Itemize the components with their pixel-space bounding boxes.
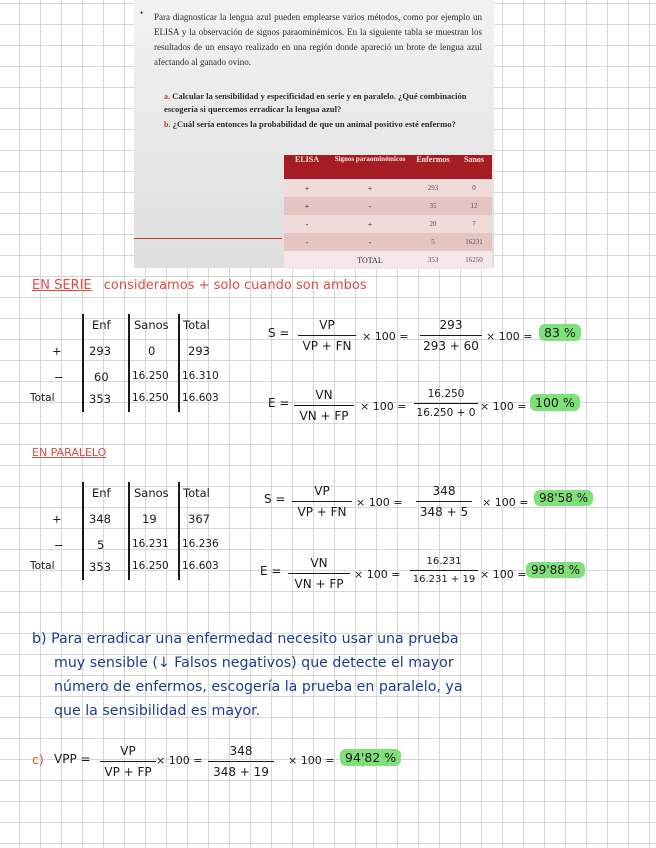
denominator: VN + FP — [294, 577, 344, 591]
question-a-mark: a. — [164, 92, 170, 101]
question-b — [164, 118, 484, 131]
table-total-enfermos: 353 — [410, 251, 456, 269]
multiplier: × 100 = — [362, 330, 409, 343]
table-cell: 5 — [410, 233, 456, 251]
formula-label: E = — [260, 564, 282, 578]
row-label: + — [52, 344, 62, 358]
fraction — [414, 388, 478, 419]
result-highlight: 99'88 % — [526, 562, 585, 578]
cell-value: 367 — [188, 512, 210, 526]
table-header: Enfermos — [410, 155, 456, 179]
multiplier: × 100 = — [156, 754, 203, 767]
denominator: VP + FN — [302, 339, 352, 353]
answer-b-line: número de enfermos, escogería la prueba en paralelo, ya — [54, 679, 463, 695]
result-highlight: 83 % — [539, 324, 581, 341]
paralelo-sensitivity-formula — [264, 484, 604, 528]
denominator: VN + FP — [299, 409, 349, 423]
cell-value: 353 — [89, 392, 111, 406]
row-label: + — [52, 512, 62, 526]
multiplier: × 100 = — [354, 568, 401, 581]
denominator: 348 + 5 — [419, 505, 469, 519]
result-highlight: 94'82 % — [340, 749, 401, 766]
col-header: Total — [183, 486, 210, 500]
multiplier: × 100 = — [360, 400, 407, 413]
cell-value: 0 — [148, 344, 156, 358]
multiplier: × 100 = — [486, 330, 533, 343]
cell-value: 348 — [89, 512, 111, 526]
table-cell: - — [330, 197, 410, 215]
denominator: 348 + 19 — [213, 765, 269, 779]
cell-value: 16.603 — [182, 560, 219, 572]
formula-label: S = — [268, 326, 290, 340]
fraction — [292, 484, 352, 519]
table-cell: - — [284, 215, 330, 233]
question-a — [164, 90, 484, 116]
numerator: 293 — [420, 318, 482, 336]
table-cell: + — [330, 179, 410, 197]
serie-heading: EN SERIE — [32, 278, 92, 293]
cell-value: 60 — [94, 370, 109, 384]
textbook-photo — [134, 0, 494, 268]
table-header: ELISA — [284, 155, 330, 179]
table-total-sanos: 16250 — [456, 251, 492, 269]
table-cell: 12 — [456, 197, 492, 215]
answer-b — [32, 627, 632, 723]
answer-b-line: que la sensibilidad es mayor. — [54, 703, 261, 719]
paralelo-heading: EN PARALELO — [32, 446, 107, 459]
table-cell: 0 — [456, 179, 492, 197]
numerator: 16.231 — [410, 556, 478, 571]
col-header: Sanos — [134, 318, 169, 332]
table-cell: 293 — [410, 179, 456, 197]
fraction — [294, 388, 354, 423]
table-cell: 16231 — [456, 233, 492, 251]
serie-subtitle: consideramos + solo cuando son ambos — [103, 278, 367, 293]
answer-c — [32, 742, 452, 786]
fraction — [298, 318, 356, 353]
cell-value: 16.250 — [132, 392, 169, 404]
formula-label: E = — [268, 396, 290, 410]
numerator: VP — [292, 484, 352, 502]
denominator: 16.231 + 19 — [412, 574, 476, 585]
serie-sensitivity-formula — [268, 318, 598, 362]
numerator: VN — [288, 556, 350, 574]
numerator: VP — [298, 318, 356, 336]
numerator: 348 — [208, 744, 274, 762]
answer-b-line — [32, 627, 632, 651]
table-cell: 20 — [410, 215, 456, 233]
multiplier: × 100 = — [356, 496, 403, 509]
denominator: 293 + 60 — [423, 339, 479, 353]
table-cell: + — [284, 179, 330, 197]
question-b-mark: b. — [164, 120, 171, 129]
table-cell: 35 — [410, 197, 456, 215]
denominator: VP + FN — [297, 505, 347, 519]
vpp-label: VPP = — [54, 752, 91, 766]
row-label: Total — [30, 560, 55, 572]
numerator: VN — [294, 388, 354, 406]
numerator: VP — [100, 744, 156, 762]
multiplier: × 100 = — [288, 754, 335, 767]
cell-value: 293 — [89, 344, 111, 358]
cell-value: 16.310 — [182, 370, 219, 382]
fraction — [410, 556, 478, 585]
fraction — [420, 318, 482, 353]
paralelo-table — [30, 478, 240, 578]
table-row — [284, 197, 492, 215]
cell-value: 16.236 — [182, 538, 219, 550]
col-header: Total — [183, 318, 210, 332]
table-cell: + — [330, 215, 410, 233]
col-header: Sanos — [134, 486, 169, 500]
multiplier: × 100 = — [480, 400, 527, 413]
paralelo-specificity-formula — [260, 556, 600, 600]
cell-value: 5 — [97, 538, 105, 552]
row-label: Total — [30, 392, 55, 404]
denominator: 16.250 + 0 — [416, 407, 476, 419]
answer-b-label: b) — [32, 631, 47, 647]
table-row — [284, 233, 492, 251]
table-cell: - — [330, 233, 410, 251]
result-highlight: 100 % — [530, 394, 580, 411]
row-label: − — [54, 370, 64, 384]
table-header-row — [284, 155, 492, 179]
cell-value: 293 — [188, 344, 210, 358]
cell-value: 353 — [89, 560, 111, 574]
table-cell: 7 — [456, 215, 492, 233]
col-header: Enf — [92, 318, 111, 332]
col-header: Enf — [92, 486, 111, 500]
answer-b-line: muy sensible (↓ Falsos negativos) que detecte el mayor — [54, 655, 454, 671]
fraction — [208, 744, 274, 779]
fraction — [416, 484, 472, 519]
table-total-label: TOTAL — [330, 251, 410, 269]
row-label: − — [54, 538, 64, 552]
serie-specificity-formula — [268, 388, 598, 432]
fraction — [100, 744, 156, 779]
denominator: VP + FP — [104, 765, 152, 779]
table-cell: - — [284, 233, 330, 251]
answer-b-text: Para erradicar una enfermedad necesito usar una prueba — [51, 631, 459, 647]
table-cell: + — [284, 197, 330, 215]
problem-statement: Para diagnosticar la lengua azul pueden emplearse varios métodos, como por ejemplo un ELISA y la observación de signos paraominémicos. En la siguiente tabla se muestran los resultados de un ensayo realizado en una región donde apareció un brote de lengua azul afectando al ganado ovino. — [154, 12, 482, 67]
table-header: Signos paraominémicos — [330, 155, 410, 179]
table-row — [284, 179, 492, 197]
serie-table — [30, 310, 240, 410]
numerator: 16.250 — [414, 388, 478, 404]
table-header: Sanos — [456, 155, 492, 179]
table-total-row — [284, 251, 492, 269]
divider-line — [134, 238, 282, 239]
cell-value: 16.603 — [182, 392, 219, 404]
question-b-text: ¿Cuál sería entonces la probabilidad de que un animal positivo esté enfermo? — [172, 119, 456, 129]
multiplier: × 100 = — [480, 568, 527, 581]
table-row — [284, 215, 492, 233]
answer-c-label: c) — [32, 752, 44, 767]
question-a-text: Calcular la sensibilidad y especificidad en serie y en paralelo. ¿Qué combinación escogería si quercemos erradicar la lengua azul? — [164, 91, 467, 114]
fraction — [288, 556, 350, 591]
cell-value: 16.250 — [132, 560, 169, 572]
data-table — [284, 155, 492, 269]
bullet-icon: • — [140, 8, 144, 18]
numerator: 348 — [416, 484, 472, 502]
result-highlight: 98'58 % — [534, 490, 593, 506]
cell-value: 16.250 — [132, 370, 169, 382]
cell-value: 19 — [142, 512, 157, 526]
formula-label: S = — [264, 492, 286, 506]
multiplier: × 100 = — [482, 496, 529, 509]
cell-value: 16.231 — [132, 538, 169, 550]
serie-heading-line — [32, 278, 367, 293]
